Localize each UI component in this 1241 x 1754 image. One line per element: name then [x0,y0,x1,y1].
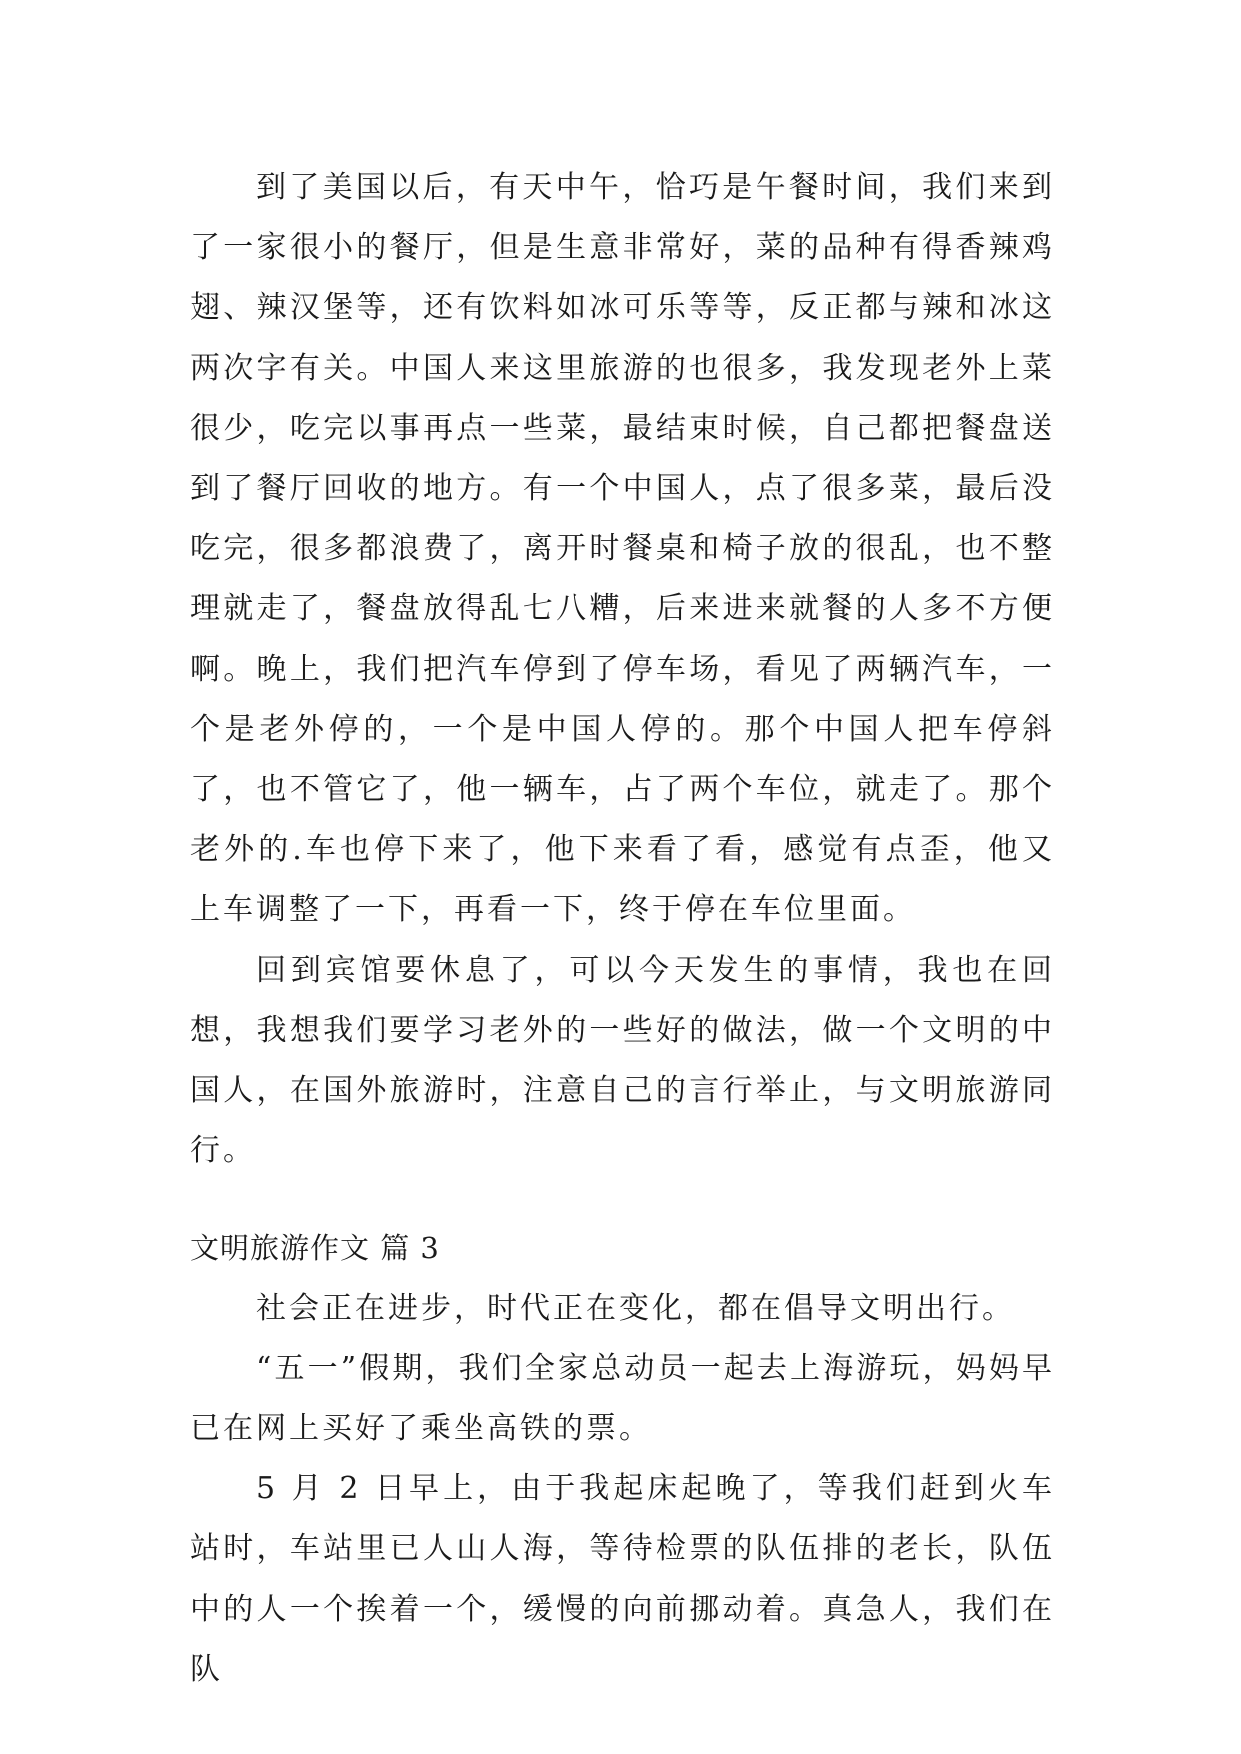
section-title: 文明旅游作文 篇 3 [190,1231,440,1266]
paragraph-may-day-trip: “五一”假期，我们全家总动员一起去上海游玩，妈妈早已在网上买好了乘坐高铁的票。 [190,1350,1055,1447]
document-body [190,158,1055,1700]
paragraph-train-station: 5 月 2 日早上，由于我起床起晚了，等我们赶到火车站时，车站里已人山人海，等待检票的队伍排的老长，队伍中的人一个挨着一个，缓慢的向前挪动着。真急人，我们在队 [190,1471,1055,1687]
paragraph-american-restaurant: 到了美国以后，有天中午，恰巧是午餐时间，我们来到了一家很小的餐厅，但是生意非常好，菜的品种有得香辣鸡翅、辣汉堡等，还有饮料如冰可乐等等，反正都与辣和冰这两次字有关。中国人来这里旅游的也很多，我发现老外上菜很少，吃完以事再点一些菜，最结束时候，自己都把餐盘送到了餐厅回收的地方。有一个中国人，点了很多菜，最后没吃完，很多都浪费了，离开时餐桌和椅子放的很乱，也不整理就走了，餐盘放得乱七八糟，后来进来就餐的人多不方便啊。晚上，我们把汽车停到了停车场，看见了两辆汽车，一个是老外停的，一个是中国人停的。那个中国人把车停斜了，也不管它了，他一辆车，占了两个车位，就走了。那个老外的.车也停下来了，他下来看了看，感觉有点歪，他又上车调整了一下，再看一下，终于停在车位里面。 [190,170,1055,928]
paragraph-hotel-reflection: 回到宾馆要休息了，可以今天发生的事情，我也在回想，我想我们要学习老外的一些好的做法，做一个文明的中国人，在国外旅游时，注意自己的言行举止，与文明旅游同行。 [190,952,1055,1169]
paragraph-society-progress: 社会正在进步，时代正在变化，都在倡导文明出行。 [256,1290,1015,1326]
